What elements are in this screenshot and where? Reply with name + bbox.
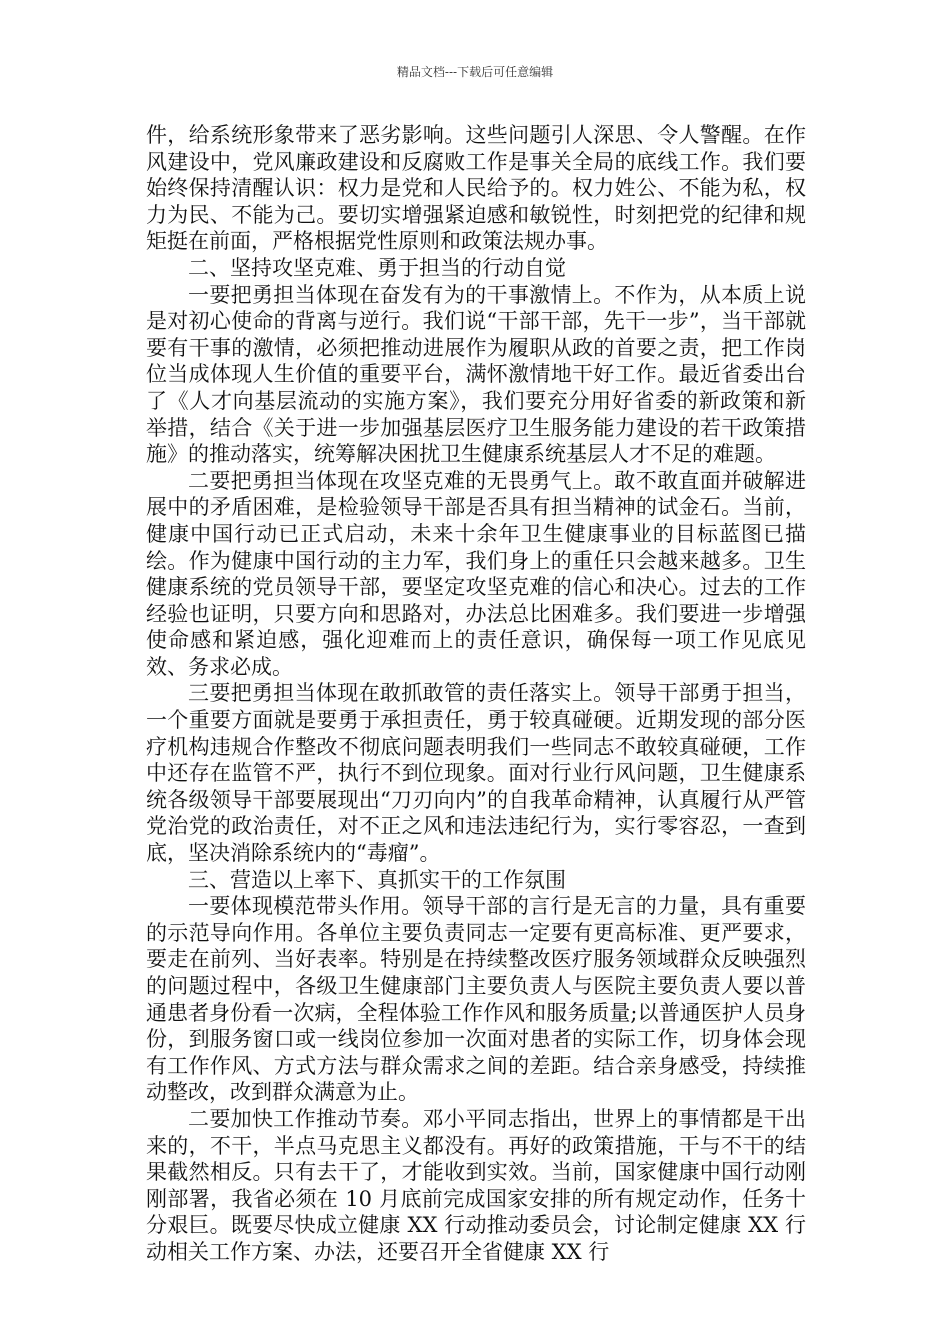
paragraph-3: 一要把勇担当体现在奋发有为的干事激情上。不作为，从本质上说是对初心使命的背离与逆行。我们说“干部干部，先干一步”，当干部就要有干事的激情，必须把推动进展作为履职从政的首要之责，把工作岗位当成体现人生价值的重要平台，满怀激情地干好工作。最近省委出台了《人才向基层流动的实施方案》，我们要充分用好省委的新政策和新举措，结合《关于进一步加强基层医疗卫生服务能力建设的若干政策措施》的推动落实，统筹解决困扰卫生健康系统基层人才不足的难题。 bbox=[146, 282, 806, 467]
section-heading-2: 二、坚持攻坚克难、勇于担当的行动自觉 bbox=[188, 255, 566, 280]
paragraph-7: 一要体现模范带头作用。领导干部的言行是无言的力量，具有重要的示范导向作用。各单位主要负责同志一定要有更高标准、更严要求，要走在前列、当好表率。特别是在持续整改医疗服务领域群众反映强烈的问题过程中，各级卫生健康部门主要负责人与医院主要负责人要以普通患者身份看一次病，全程体验工作作风和服务质量;以普通医护人员身份，到服务窗口或一线岗位参加一次面对患者的实际工作，切身体会现有工作作风、方式方法与群众需求之间的差距。结合亲身感受，持续推动整改，改到群众满意为止。 bbox=[146, 894, 806, 1105]
paragraph-4: 二要把勇担当体现在攻坚克难的无畏勇气上。敢不敢直面并破解进展中的矛盾困难，是检验领导干部是否具有担当精神的试金石。当前，健康中国行动已正式启动，未来十余年卫生健康事业的目标蓝图已描绘。作为健康中国行动的主力军，我们身上的重任只会越来越多。卫生健康系统的党员领导干部，要坚定攻坚克难的信心和决心。过去的工作经验也证明，只要方向和思路对，办法总比困难多。我们要进一步增强使命感和紧迫感，强化迎难而上的责任意识，确保每一项工作见底见效、务求必成。 bbox=[146, 468, 806, 679]
page-header: 精品文档---下载后可任意编辑 bbox=[396, 65, 554, 79]
document-body bbox=[146, 122, 806, 1266]
section-heading-3: 三、营造以上率下、真抓实干的工作氛围 bbox=[188, 867, 566, 892]
paragraph-8: 二要加快工作推动节奏。邓小平同志指出，世界上的事情都是干出来的，不干，半点马克思主义都没有。再好的政策措施，干与不干的结果截然相反。只有去干了，才能收到实效。当前，国家健康中国行动刚刚部署，我省必须在 10 月底前完成国家安排的所有规定动作，任务十分艰巨。既要尽快成立健康 XX 行动推动委员会，讨论制定健康 XX 行动相关工作方案、办法，还要召开全省健康 XX 行 bbox=[146, 1106, 806, 1264]
paragraph-1: 件，给系统形象带来了恶劣影响。这些问题引人深思、令人警醒。在作风建设中，党风廉政建设和反腐败工作是事关全局的底线工作。我们要始终保持清醒认识：权力是党和人民给予的。权力姓公、不能为私，权力为民、不能为己。要切实增强紧迫感和敏锐性，时刻把党的纪律和规矩挺在前面，严格根据党性原则和政策法规办事。 bbox=[146, 123, 806, 254]
paragraph-5: 三要把勇担当体现在敢抓敢管的责任落实上。领导干部勇于担当，一个重要方面就是要勇于承担责任，勇于较真碰硬。近期发现的部分医疗机构违规合作整改不彻底问题表明我们一些同志不敢较真碰硬，工作中还存在监管不严，执行不到位现象。面对行业行风问题，卫生健康系统各级领导干部要展现出“刀刃向内”的自我革命精神，认真履行从严管党治党的政治责任，对不正之风和违法违纪行为，实行零容忍，一查到底，坚决消除系统内的“毒瘤”。 bbox=[146, 681, 806, 866]
